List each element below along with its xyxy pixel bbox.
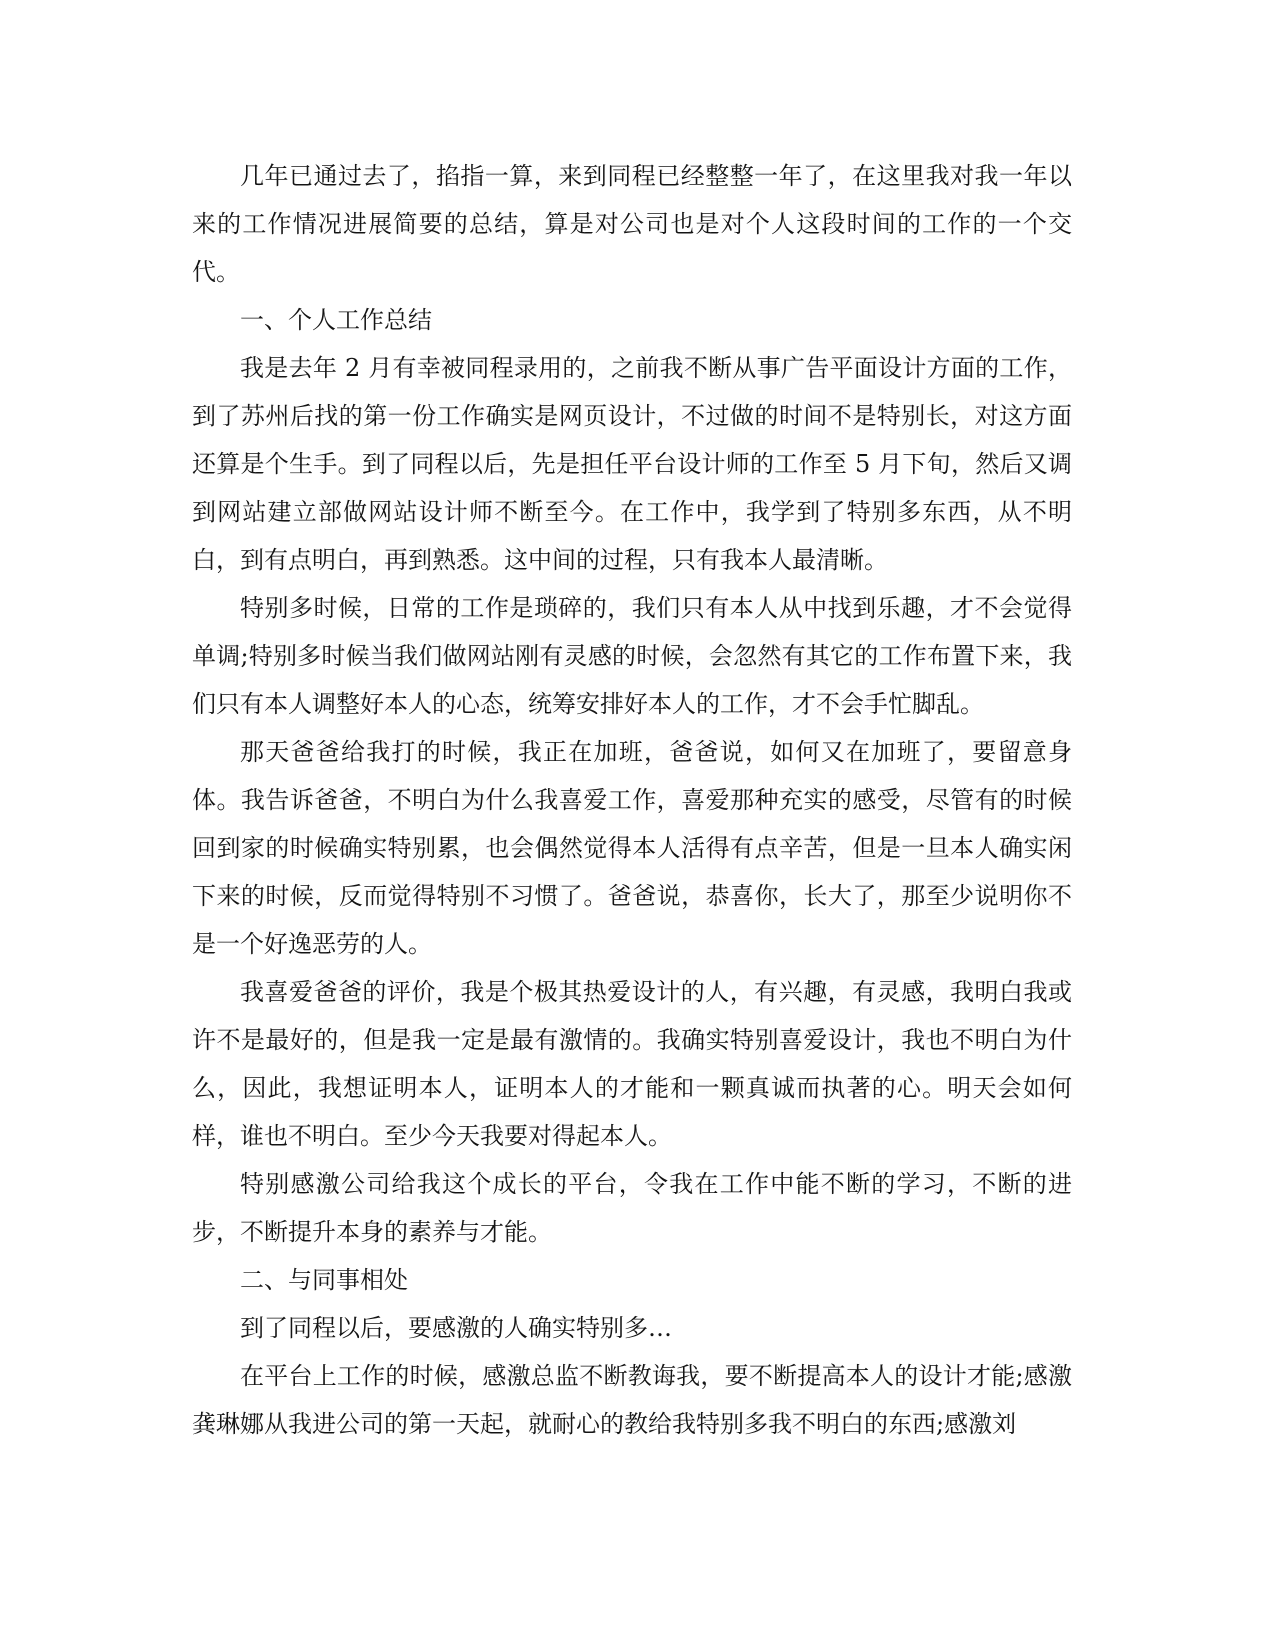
- paragraph-father-call: 那天爸爸给我打的时候，我正在加班，爸爸说，如何又在加班了，要留意身体。我告诉爸爸，不明白为什么我喜爱工作，喜爱那种充实的感受，尽管有的时候回到家的时候确实特别累，也会偶然觉得本人活得有点辛苦，但是一旦本人确实闲下来的时候，反而觉得特别不习惯了。爸爸说，恭喜你，长大了，那至少说明你不是一个好逸恶劳的人。: [192, 738, 1072, 958]
- section-heading-personal-work-summary: 一、个人工作总结: [240, 306, 432, 334]
- paragraph-daily-work: 特别多时候，日常的工作是琐碎的，我们只有本人从中找到乐趣，才不会觉得单调;特别多时候当我们做网站刚有灵感的时候，会忽然有其它的工作布置下来，我们只有本人调整好本人的心态，统筹安排好本人的工作，才不会手忙脚乱。: [192, 594, 1072, 718]
- document-body: [192, 152, 1072, 1448]
- paragraph-work-history: 我是去年 2 月有幸被同程录用的，之前我不断从事广告平面设计方面的工作，到了苏州后找的第一份工作确实是网页设计，不过做的时间不是特别长，对这方面还算是个生手。到了同程以后，先是担任平台设计师的工作至 5 月下旬，然后又调到网站建立部做网站设计师不断至今。在工作中，我学到了特别多东西，从不明白，到有点明白，再到熟悉。这中间的过程，只有我本人最清晰。: [192, 354, 1072, 574]
- paragraph-passion-for-design: 我喜爱爸爸的评价，我是个极其热爱设计的人，有兴趣，有灵感，我明白我或许不是最好的，但是我一定是最有激情的。我确实特别喜爱设计，我也不明白为什么，因此，我想证明本人，证明本人的才能和一颗真诚而执著的心。明天会如何样，谁也不明白。至少今天我要对得起本人。: [192, 978, 1072, 1150]
- paragraph-thanks-intro: 到了同程以后，要感激的人确实特别多…: [240, 1314, 672, 1342]
- paragraph-gratitude-company: 特别感激公司给我这个成长的平台，令我在工作中能不断的学习，不断的进步，不断提升本身的素养与才能。: [192, 1170, 1072, 1246]
- section-heading-colleagues: 二、与同事相处: [240, 1266, 408, 1294]
- paragraph-thanks-colleagues: 在平台上工作的时候，感激总监不断教诲我，要不断提高本人的设计才能;感激龚琳娜从我进公司的第一天起，就耐心的教给我特别多我不明白的东西;感激刘: [192, 1362, 1072, 1438]
- paragraph-intro: 几年已通过去了，掐指一算，来到同程已经整整一年了，在这里我对我一年以来的工作情况进展简要的总结，算是对公司也是对个人这段时间的工作的一个交代。: [192, 162, 1072, 286]
